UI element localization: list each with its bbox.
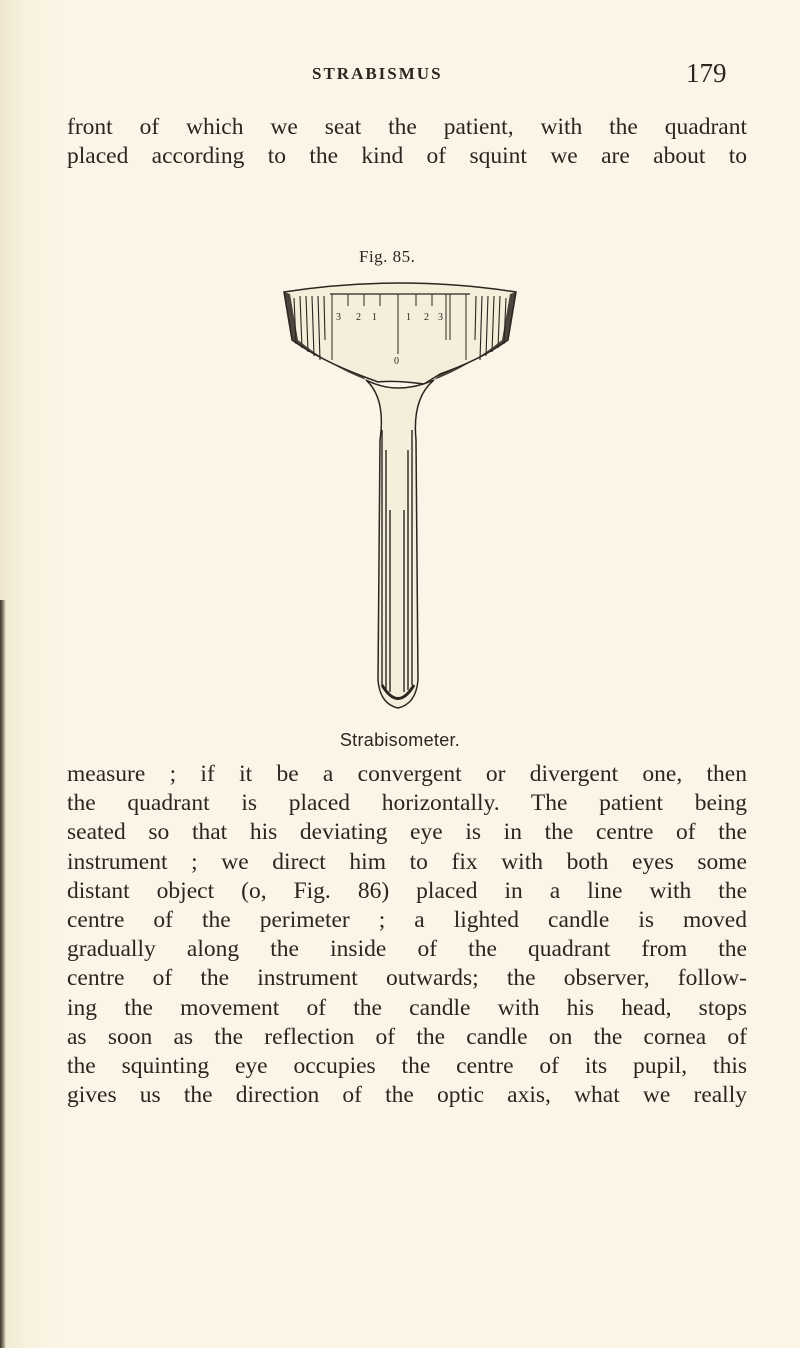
text-line: the quadrant is placed horizontally. The patient being	[67, 790, 747, 817]
figure-caption: Strabisometer.	[339, 730, 461, 750]
text-line: seated so that his deviating eye is in the centre of the	[67, 819, 747, 846]
text-line: placed according to the kind of squint we are about to	[67, 143, 747, 169]
scale-left-1: 1	[372, 312, 377, 323]
binding-edge	[0, 600, 6, 1348]
scale-right-1: 1	[406, 312, 411, 323]
scale-left-2: 2	[356, 312, 361, 323]
top-paragraph	[67, 113, 747, 171]
text-line: distant object (o, Fig. 86) placed in a line with the	[67, 877, 747, 904]
handle	[366, 380, 434, 708]
page-number: 179	[686, 58, 727, 88]
text-line: ing the movement of the candle with his head, stops	[67, 994, 747, 1021]
scale-left-3: 3	[336, 312, 341, 323]
text-line: as soon as the reflection of the candle on the cornea of	[67, 1023, 747, 1050]
text-line: the squinting eye occupies the centre of its pupil, this	[67, 1053, 747, 1080]
text-line: front of which we seat the patient, with the quadrant	[67, 114, 747, 140]
bottom-paragraph	[67, 760, 747, 1110]
running-title: STRABISMUS	[312, 64, 443, 83]
scale-right-2: 2	[424, 312, 429, 323]
text-line: gives us the direction of the optic axis, what we really	[67, 1082, 747, 1109]
text-line: measure ; if it be a convergent or divergent one, then	[67, 761, 747, 787]
scale-center-mark: 0	[394, 356, 399, 367]
text-line: centre of the perimeter ; a lighted candle is moved	[67, 907, 747, 934]
text-line: centre of the instrument outwards; the observer, follow-	[67, 965, 747, 992]
running-head	[0, 58, 800, 98]
strabisometer-illustration	[270, 280, 530, 720]
figure-label: Fig. 85.	[359, 247, 416, 266]
scale-right-3: 3	[438, 312, 443, 323]
text-line: gradually along the inside of the quadrant from the	[67, 936, 747, 963]
text-line: instrument ; we direct him to fix with both eyes some	[67, 848, 747, 875]
